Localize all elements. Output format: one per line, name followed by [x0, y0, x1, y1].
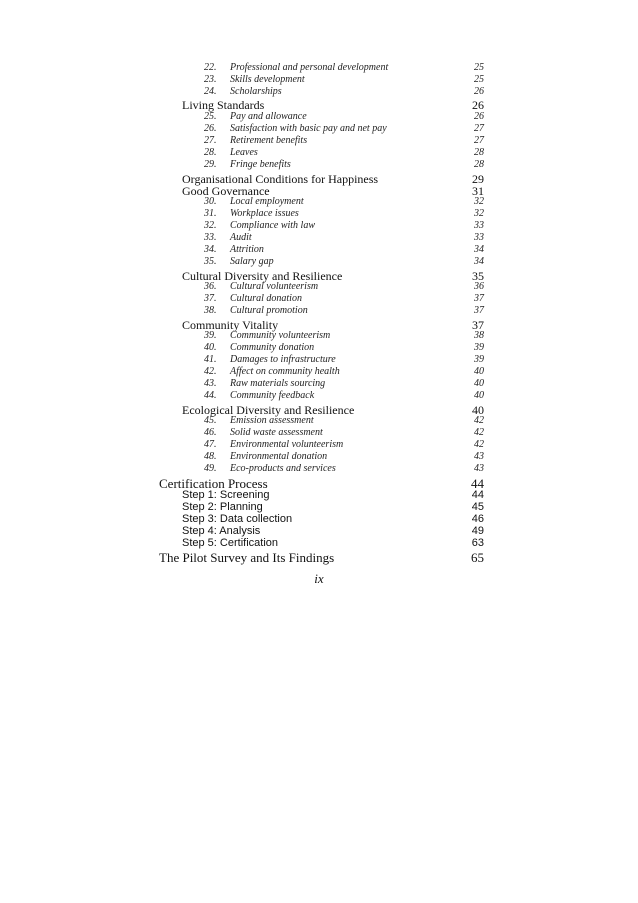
toc-entry-page-number: 26 [474, 111, 484, 122]
toc-entry-page-number: 44 [471, 476, 484, 491]
toc-entry-title: Pay and allowance [230, 111, 307, 122]
toc-entry-index: 24. [204, 86, 217, 97]
toc-entry-chap[interactable] [159, 551, 484, 563]
toc-entry-title: Satisfaction with basic pay and net pay [230, 123, 387, 134]
toc-entry-page-number: 37 [474, 305, 484, 316]
toc-entry-page-number: 26 [472, 98, 484, 112]
toc-entry-step[interactable] [182, 538, 484, 550]
toc-entry-page-number: 39 [474, 342, 484, 353]
toc-entry-page-number: 28 [474, 159, 484, 170]
toc-entry-title: Affect on community health [230, 366, 340, 377]
toc-entry-page-number: 42 [474, 415, 484, 426]
toc-entry-index: 30. [204, 196, 217, 207]
toc-entry-page-number: 26 [474, 86, 484, 97]
toc-entry-index: 23. [204, 74, 217, 85]
toc-entry-title: Community Vitality [182, 318, 279, 332]
toc-entry-page-number: 38 [474, 330, 484, 341]
toc-entry-page-number: 65 [471, 550, 484, 565]
toc-entry-index: 22. [204, 62, 217, 73]
toc-entry-page-number: 31 [472, 184, 484, 198]
toc-entry-index: 49. [204, 463, 217, 474]
toc-entry-page-number: 39 [474, 354, 484, 365]
toc-entry-page-number: 43 [474, 451, 484, 462]
toc-entry-index: 38. [204, 305, 217, 316]
toc-entry-title: Attrition [230, 244, 264, 255]
toc-entry-title: The Pilot Survey and Its Findings [159, 550, 335, 565]
toc-entry-sub[interactable] [204, 160, 484, 172]
toc-entry-page-number: 33 [474, 220, 484, 231]
toc-entry-title: Local employment [230, 196, 304, 207]
toc-entry-title: Skills development [230, 74, 305, 85]
toc-entry-title: Step 4: Analysis [182, 525, 261, 537]
page-number: ix [314, 571, 324, 586]
toc-entry-title: Audit [230, 232, 252, 243]
toc-entry-index: 25. [204, 111, 217, 122]
toc-entry-page-number: 49 [471, 525, 484, 537]
toc-entry-title: Step 2: Planning [182, 501, 263, 513]
toc-entry-index: 46. [204, 427, 217, 438]
toc-entry-title: Ecological Diversity and Resilience [182, 403, 355, 417]
toc-entry-page-number: 42 [474, 439, 484, 450]
toc-entry-title: Raw materials sourcing [230, 378, 326, 389]
toc-entry-index: 26. [204, 123, 217, 134]
toc-entry-title: Cultural Diversity and Resilience [182, 269, 343, 283]
toc-entry-page-number: 43 [474, 463, 484, 474]
toc-entry-sub[interactable] [204, 257, 484, 269]
toc-entry-title: Community feedback [230, 390, 315, 401]
toc-entry-page-number: 45 [471, 501, 484, 513]
toc-entry-title: Community donation [230, 342, 315, 353]
toc-entry-page-number: 34 [474, 256, 484, 267]
toc-entry-page-number: 32 [474, 208, 484, 219]
toc-entry-sec[interactable] [182, 270, 484, 282]
toc-entry-page-number: 32 [474, 196, 484, 207]
toc-entry-title: Step 1: Screening [182, 489, 270, 501]
toc-entry-index: 47. [204, 439, 217, 450]
toc-entry-page-number: 27 [474, 135, 484, 146]
toc-entry-index: 48. [204, 451, 217, 462]
toc-entry-index: 33. [204, 232, 217, 243]
toc-entry-chap[interactable] [159, 477, 484, 489]
toc-entry-title: Environmental volunteerism [230, 439, 344, 450]
toc-entry-page-number: 25 [474, 62, 484, 73]
toc-entry-page-number: 37 [472, 318, 484, 332]
toc-entry-title: Step 3: Data collection [182, 513, 293, 525]
toc-entry-index: 41. [204, 354, 217, 365]
toc-entry-title: Organisational Conditions for Happiness [182, 172, 379, 186]
toc-entry-index: 42. [204, 366, 217, 377]
toc-entry-sub[interactable] [204, 391, 484, 403]
toc-entry-title: Step 5: Certification [182, 537, 278, 549]
toc-entry-title: Retirement benefits [230, 135, 308, 146]
toc-entry-title: Salary gap [230, 256, 274, 267]
toc-entry-index: 43. [204, 378, 217, 389]
toc-entry-page-number: 40 [474, 390, 484, 401]
toc-entry-index: 32. [204, 220, 217, 231]
toc-entry-sec[interactable] [182, 185, 484, 197]
toc-entry-index: 31. [204, 208, 217, 219]
toc-entry-title: Solid waste assessment [230, 427, 323, 438]
toc-entry-title: Community volunteerism [230, 330, 331, 341]
toc-entry-page-number: 40 [474, 378, 484, 389]
toc-entry-page-number: 29 [472, 172, 484, 186]
toc-entry-index: 28. [204, 147, 217, 158]
toc-entry-title: Cultural donation [230, 293, 302, 304]
toc-entry-title: Certification Process [159, 476, 268, 491]
toc-entry-index: 34. [204, 244, 217, 255]
toc-entry-title: Professional and personal development [230, 62, 389, 73]
toc-entry-index: 44. [204, 390, 217, 401]
toc-entry-index: 45. [204, 415, 217, 426]
toc-entry-page-number: 37 [474, 293, 484, 304]
toc-entry-index: 27. [204, 135, 217, 146]
toc-entry-page-number: 25 [474, 74, 484, 85]
toc-entry-title: Damages to infrastructure [230, 354, 336, 365]
toc-entry-sub[interactable] [204, 306, 484, 318]
toc-entry-page-number: 35 [472, 269, 484, 283]
toc-entry-page-number: 63 [471, 537, 484, 549]
toc-entry-title: Eco-products and services [230, 463, 336, 474]
toc-entry-sec[interactable] [182, 404, 484, 416]
toc-entry-page-number: 44 [471, 489, 484, 501]
toc-entry-title: Living Standards [182, 98, 265, 112]
toc-entry-title: Emission assessment [230, 415, 314, 426]
toc-entry-title: Fringe benefits [230, 159, 291, 170]
toc-entry-page-number: 40 [474, 366, 484, 377]
toc-entry-page-number: 33 [474, 232, 484, 243]
toc-entry-index: 35. [204, 256, 217, 267]
toc-entry-title: Good Governance [182, 184, 270, 198]
toc-entry-index: 36. [204, 281, 217, 292]
toc-entry-title: Cultural volunteerism [230, 281, 319, 292]
toc-entry-index: 37. [204, 293, 217, 304]
toc-entry-index: 29. [204, 159, 217, 170]
toc-entry-title: Scholarships [230, 86, 282, 97]
toc-entry-sec[interactable] [182, 319, 484, 331]
toc-entry-sub[interactable] [204, 464, 484, 476]
toc-entry-title: Compliance with law [230, 220, 315, 231]
toc-entry-page-number: 40 [472, 403, 484, 417]
toc-entry-page-number: 42 [474, 427, 484, 438]
toc-entry-page-number: 46 [471, 513, 484, 525]
toc-entry-sec[interactable] [182, 99, 484, 111]
toc-entry-index: 40. [204, 342, 217, 353]
toc-entry-page-number: 27 [474, 123, 484, 134]
toc-entry-page-number: 34 [474, 244, 484, 255]
toc-entry-page-number: 36 [474, 281, 484, 292]
toc-entry-title: Workplace issues [230, 208, 299, 219]
toc-entry-index: 39. [204, 330, 217, 341]
toc-entry-title: Cultural promotion [230, 305, 308, 316]
toc-entry-title: Leaves [230, 147, 258, 158]
toc-entry-page-number: 28 [474, 147, 484, 158]
toc-entry-title: Environmental donation [230, 451, 328, 462]
